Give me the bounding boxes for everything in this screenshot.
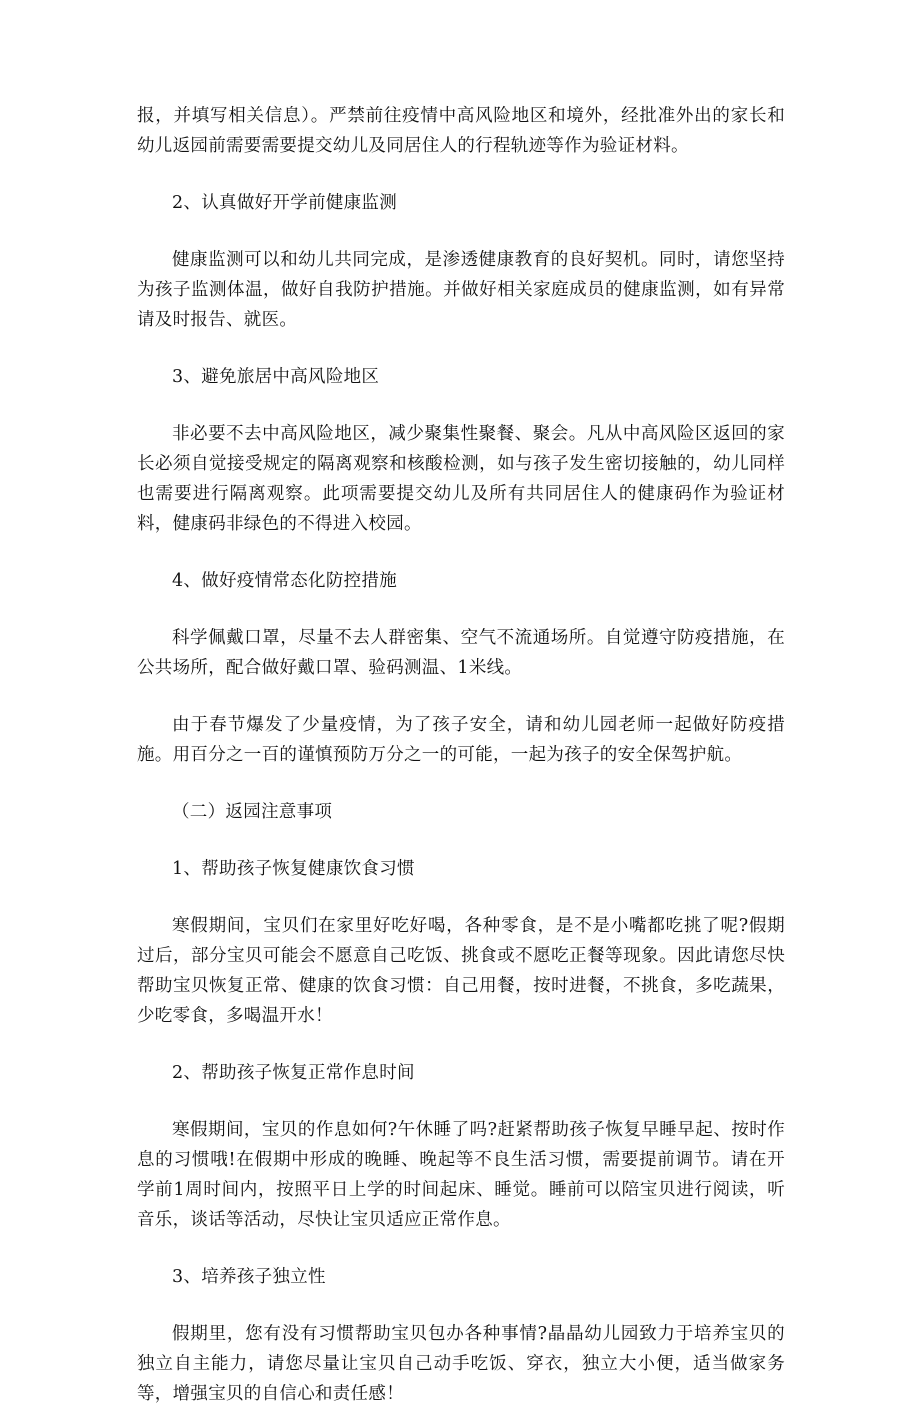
heading-independence: 3、培养孩子独立性 bbox=[172, 1267, 326, 1287]
paragraph-registration-continuation: 报，并填写相关信息）。严禁前往疫情中高风险地区和境外，经批准外出的家长和幼儿返园前需要需要提交幼儿及同居住人的行程轨迹等作为验证材料。 bbox=[137, 106, 785, 156]
heading-diet-habits: 1、帮助孩子恢复健康饮食习惯 bbox=[172, 859, 415, 879]
heading-sleep-schedule: 2、帮助孩子恢复正常作息时间 bbox=[172, 1063, 415, 1083]
paragraph-diet-habits: 寒假期间，宝贝们在家里好吃好喝，各种零食，是不是小嘴都吃挑了呢?假期过后，部分宝贝可能会不愿意自己吃饭、挑食或不愿吃正餐等现象。因此请您尽快帮助宝贝恢复正常、健康的饮食习惯：自己用餐，按时进餐，不挑食，多吃蔬果，少吃零食，多喝温开水！ bbox=[137, 916, 785, 1026]
paragraph-independence: 假期里，您有没有习惯帮助宝贝包办各种事情?晶晶幼儿园致力于培养宝贝的独立自主能力，请您尽量让宝贝自己动手吃饭、穿衣，独立大小便，适当做家务等，增强宝贝的自信心和责任感！ bbox=[137, 1324, 785, 1404]
paragraph-epidemic-prevention: 科学佩戴口罩，尽量不去人群密集、空气不流通场所。自觉遵守防疫措施，在公共场所，配合做好戴口罩、验码测温、1米线。 bbox=[137, 628, 785, 678]
paragraph-spring-festival: 由于春节爆发了少量疫情，为了孩子安全，请和幼儿园老师一起做好防疫措施。用百分之一百的谨慎预防万分之一的可能，一起为孩子的安全保驾护航。 bbox=[137, 715, 785, 765]
heading-epidemic-prevention: 4、做好疫情常态化防控措施 bbox=[172, 571, 398, 591]
heading-health-monitoring: 2、认真做好开学前健康监测 bbox=[172, 193, 398, 213]
heading-avoid-high-risk-areas: 3、避免旅居中高风险地区 bbox=[172, 367, 380, 387]
document-body bbox=[137, 101, 785, 1409]
section-heading-return-notes: （二）返园注意事项 bbox=[172, 802, 333, 822]
paragraph-avoid-high-risk-areas: 非必要不去中高风险地区，减少聚集性聚餐、聚会。凡从中高风险区返回的家长必须自觉接受规定的隔离观察和核酸检测，如与孩子发生密切接触的，幼儿同样也需要进行隔离观察。此项需要提交幼儿及所有共同居住人的健康码作为验证材料，健康码非绿色的不得进入校园。 bbox=[137, 424, 785, 534]
paragraph-health-monitoring: 健康监测可以和幼儿共同完成，是渗透健康教育的良好契机。同时，请您坚持为孩子监测体温，做好自我防护措施。并做好相关家庭成员的健康监测，如有异常请及时报告、就医。 bbox=[137, 250, 785, 330]
paragraph-sleep-schedule: 寒假期间，宝贝的作息如何?午休睡了吗?赶紧帮助孩子恢复早睡早起、按时作息的习惯哦!在假期中形成的晚睡、晚起等不良生活习惯，需要提前调节。请在开学前1周时间内，按照平日上学的时间起床、睡觉。睡前可以陪宝贝进行阅读，听音乐，谈话等活动，尽快让宝贝适应正常作息。 bbox=[137, 1120, 785, 1230]
